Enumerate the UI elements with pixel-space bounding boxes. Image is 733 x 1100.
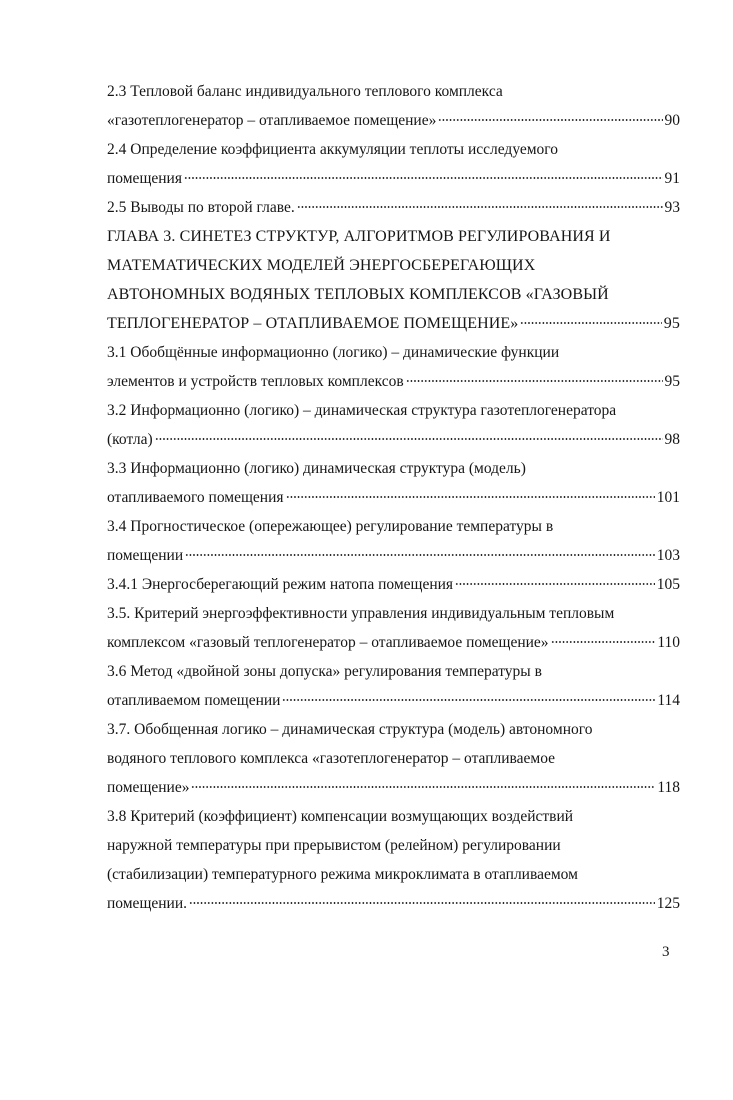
dot-leader	[520, 322, 661, 324]
toc-line-text: помещения	[107, 170, 182, 187]
toc-line-text: отапливаемого помещения	[107, 489, 284, 506]
toc-line	[107, 106, 680, 135]
toc-page-number: 98	[664, 431, 680, 448]
toc-line	[107, 802, 680, 831]
page-number: 3	[662, 944, 670, 960]
dot-leader	[297, 206, 663, 208]
toc-line	[107, 628, 680, 657]
toc-line-text: 3.7. Обобщенная логико – динамическая структура (модель) автономного	[107, 721, 593, 738]
toc-line	[107, 396, 680, 425]
toc-line-text: (стабилизации) температурного режима микроклимата в отапливаемом	[107, 866, 578, 883]
toc-page-number: 93	[664, 199, 680, 216]
toc-line	[107, 541, 680, 570]
toc-line	[107, 193, 680, 222]
toc-line	[107, 367, 680, 396]
dot-leader	[185, 554, 655, 556]
toc-line-text: помещении	[107, 547, 184, 564]
toc-line	[107, 135, 680, 164]
toc-page-number: 114	[657, 692, 680, 709]
toc-line-text: помещении.	[107, 895, 188, 912]
table-of-contents	[107, 77, 680, 918]
toc-line-text: помещение»	[107, 779, 190, 796]
toc-line-text: 2.3 Тепловой баланс индивидуального теплового комплекса	[107, 83, 503, 100]
dot-leader	[155, 438, 663, 440]
toc-line	[107, 454, 680, 483]
toc-line-text: «газотеплогенератор – отапливаемое помещение»	[107, 112, 437, 129]
toc-chapter-line	[107, 222, 680, 251]
toc-page-number: 95	[663, 315, 680, 332]
toc-line	[107, 744, 680, 773]
toc-line-text: 3.6 Метод «двойной зоны допуска» регулирования температуры в	[107, 663, 542, 680]
dot-leader	[286, 496, 655, 498]
toc-line-text: водяного теплового комплекса «газотеплогенератор – отапливаемое	[107, 750, 556, 767]
toc-page-number: 110	[657, 634, 680, 651]
toc-line	[107, 338, 680, 367]
toc-line	[107, 570, 680, 599]
dot-leader	[191, 786, 655, 788]
toc-line-text: 3.3 Информационно (логико) динамическая структура (модель)	[107, 460, 526, 477]
toc-chapter-line	[107, 309, 680, 338]
toc-line-text: 3.8 Критерий (коэффициент) компенсации возмущающих воздействий	[107, 808, 574, 825]
toc-line	[107, 715, 680, 744]
toc-chapter-line	[107, 251, 680, 280]
dot-leader	[455, 583, 655, 585]
toc-line-text: 3.4 Прогностическое (опережающее) регулирование температуры в	[107, 518, 554, 535]
dot-leader	[189, 902, 655, 904]
toc-line-text: (котла)	[107, 431, 153, 448]
dot-leader	[551, 641, 656, 643]
toc-page-number: 95	[664, 373, 680, 390]
toc-line	[107, 483, 680, 512]
toc-chapter-text: ТЕПЛОГЕНЕРАТОР – ОТАПЛИВАЕМОЕ ПОМЕЩЕНИЕ»	[107, 315, 519, 332]
toc-line-text: 3.1 Обобщённые информационно (логико) – динамические функции	[107, 344, 560, 361]
dot-leader	[438, 119, 662, 121]
toc-line	[107, 425, 680, 454]
toc-page-number: 101	[656, 489, 680, 506]
toc-line-text: элементов и устройств тепловых комплексов	[107, 373, 404, 390]
toc-page-number: 125	[656, 895, 680, 912]
toc-line-text: 2.4 Определение коэффициента аккумуляции теплоты исследуемого	[107, 141, 559, 158]
toc-page-number: 91	[664, 170, 680, 187]
toc-line	[107, 512, 680, 541]
toc-page-number: 105	[656, 576, 680, 593]
toc-line-text: 3.5. Критерий энергоэффективности управления индивидуальным тепловым	[107, 605, 615, 622]
toc-line-text: 2.5 Выводы по второй главе.	[107, 199, 295, 216]
dot-leader	[282, 699, 655, 701]
dot-leader	[184, 177, 663, 179]
toc-page-number: 103	[656, 547, 680, 564]
toc-chapter-text: МАТЕМАТИЧЕСКИХ МОДЕЛЕЙ ЭНЕРГОСБЕРЕГАЮЩИХ	[107, 257, 536, 274]
toc-chapter-text: ГЛАВА 3. СИНЕТЕЗ СТРУКТУР, АЛГОРИТМОВ РЕГУЛИРОВАНИЯ И	[107, 228, 611, 245]
dot-leader	[406, 380, 663, 382]
toc-chapter-line	[107, 280, 680, 309]
toc-line	[107, 889, 680, 918]
toc-line-text: наружной температуры при прерывистом (релейном) регулировании	[107, 837, 561, 854]
toc-page-number: 90	[664, 112, 680, 129]
toc-page-number: 118	[657, 779, 680, 796]
toc-line-text: 3.4.1 Энергосберегающий режим натопа помещения	[107, 576, 454, 593]
toc-line	[107, 773, 680, 802]
toc-line	[107, 77, 680, 106]
toc-line-text: 3.2 Информационно (логико) – динамическая структура газотеплогенератора	[107, 402, 617, 419]
toc-line	[107, 686, 680, 715]
toc-line-text: отапливаемом помещении	[107, 692, 281, 709]
toc-line	[107, 831, 680, 860]
toc-line	[107, 657, 680, 686]
toc-line-text: комплексом «газовый теплогенератор – отапливаемое помещение»	[107, 634, 549, 651]
toc-line	[107, 164, 680, 193]
toc-chapter-text: АВТОНОМНЫХ ВОДЯНЫХ ТЕПЛОВЫХ КОМПЛЕКСОВ «ГАЗОВЫЙ	[107, 286, 609, 303]
toc-line	[107, 599, 680, 628]
toc-line	[107, 860, 680, 889]
